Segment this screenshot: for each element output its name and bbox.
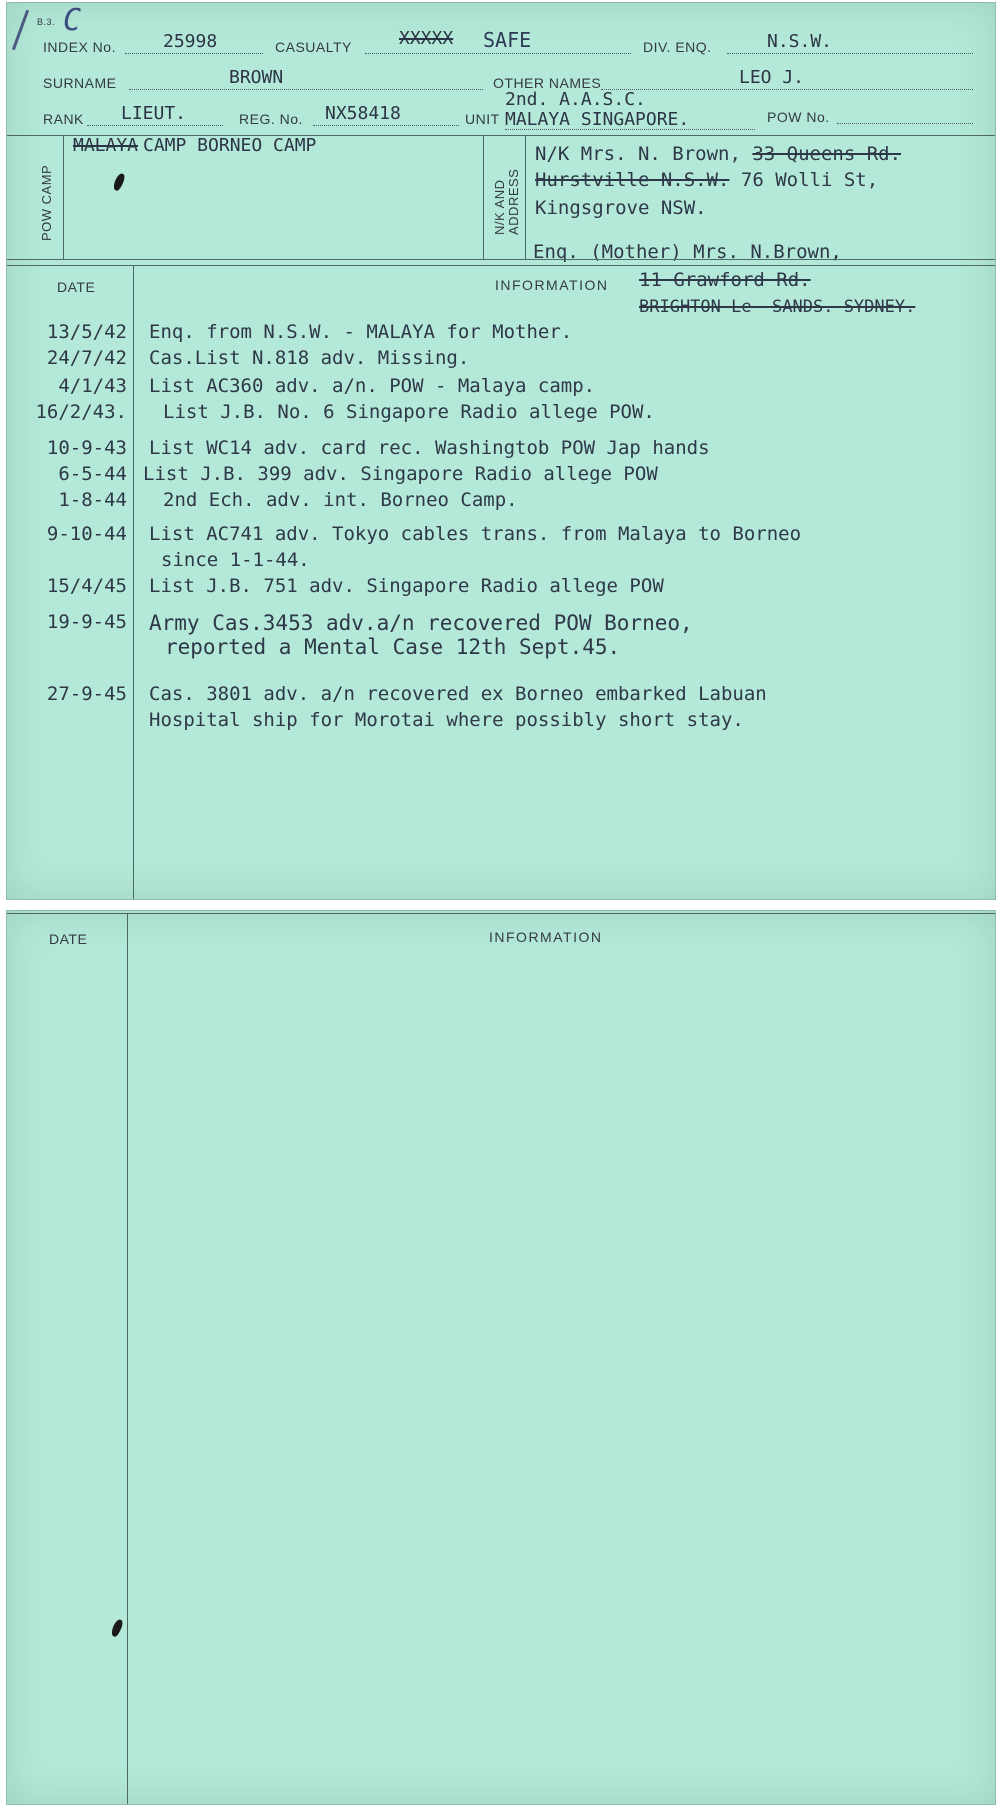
entry-text: List AC360 adv. a/n. POW - Malaya camp. [149, 375, 596, 397]
div-enq-label: DIV. ENQ. [643, 39, 712, 55]
nk-line2-struck: Hurstville N.S.W. [535, 169, 730, 191]
index-dotted-line [125, 53, 263, 54]
date-column-divider [133, 265, 134, 899]
pow-no-label: POW No. [767, 109, 830, 125]
unit-line-2: MALAYA SINGAPORE. [505, 109, 690, 130]
entry-text: List WC14 adv. card rec. Washingtob POW Jap hands [149, 437, 710, 459]
surname-value: BROWN [229, 67, 284, 88]
entry-text: List J.B. 399 adv. Singapore Radio allege POW [143, 463, 658, 485]
rank-dotted-line [87, 125, 223, 126]
entry-text: List J.B. No. 6 Singapore Radio allege POW. [163, 401, 655, 423]
unit-label: UNIT [465, 111, 500, 127]
date-header: DATE [57, 279, 96, 295]
back-ink-mark-icon [110, 1618, 125, 1638]
pow-no-dotted-line [837, 123, 973, 124]
ink-mark-icon [112, 172, 127, 192]
entry-date: 24/7/42 [46, 347, 127, 369]
enq-mother-line-2-struck: 11 Grawford Rd. [639, 269, 811, 291]
entry-text: Hospital ship for Morotai where possibly short stay. [149, 709, 744, 731]
form-code: B.3. [37, 17, 56, 27]
casualty-label: CASUALTY [275, 39, 352, 55]
reg-no-dotted-line [313, 125, 459, 126]
pen-stroke-icon [12, 10, 29, 50]
nk-address-line-1 [535, 143, 901, 165]
back-top-rule [7, 913, 995, 914]
div-enq-value: N.S.W. [767, 31, 833, 52]
enq-mother-line-3-struck: BRIGHTON-Le- SANDS. SYDNEY. [639, 297, 916, 317]
nk-address-line-3: Kingsgrove NSW. [535, 197, 707, 219]
unit-line-1: 2nd. A.A.S.C. [505, 89, 646, 110]
casualty-dotted-line [365, 53, 631, 54]
pow-camp-struck: MALAYA [73, 135, 139, 156]
casualty-struck-value: XXXXX [399, 28, 454, 49]
entry-text: Cas. 3801 adv. a/n recovered ex Borneo embarked Labuan [149, 683, 767, 705]
entry-date: 27-9-45 [46, 683, 127, 705]
entry-text: reported a Mental Case 12th Sept.45. [165, 635, 621, 659]
address-divider-left [483, 135, 484, 259]
rank-value: LIEUT. [121, 103, 187, 124]
entry-date: 15/4/45 [46, 575, 127, 597]
unit-dotted-line [505, 129, 755, 130]
enq-mother-line-1: Enq. (Mother) Mrs. N.Brown, [533, 241, 842, 263]
surname-label: SURNAME [43, 75, 117, 91]
div-enq-dotted-line [727, 53, 973, 54]
nk-line2-text: 76 Wolli St, [729, 169, 879, 191]
entry-text: Enq. from N.S.W. - MALAYA for Mother. [149, 321, 573, 343]
entry-date: 19-9-45 [46, 611, 127, 633]
entry-date: 1-8-44 [58, 489, 127, 511]
entry-text: since 1-1-44. [161, 549, 310, 571]
entry-date: 9-10-44 [46, 523, 127, 545]
entry-date: 6-5-44 [58, 463, 127, 485]
box-bottom-rule-2 [7, 265, 995, 266]
back-information-header: INFORMATION [489, 929, 603, 945]
entry-date: 16/2/43. [35, 401, 127, 423]
reg-no-value: NX58418 [325, 103, 401, 124]
nk-line1-text: N/K Mrs. N. Brown, [535, 143, 753, 165]
entry-text: Cas.List N.818 adv. Missing. [149, 347, 470, 369]
rank-label: RANK [43, 111, 84, 127]
other-names-label: OTHER NAMES [493, 75, 602, 91]
index-label: INDEX No. [43, 39, 116, 55]
pow-camp-label: POW CAMP [39, 164, 54, 241]
nk-address-line-2 [535, 169, 878, 191]
entry-text: 2nd Ech. adv. int. Borneo Camp. [163, 489, 518, 511]
back-date-header: DATE [49, 931, 88, 947]
entry-date: 4/1/43 [58, 375, 127, 397]
casualty-value: SAFE [483, 28, 532, 52]
other-names-value: LEO J. [739, 67, 805, 88]
entry-date: 10-9-43 [46, 437, 127, 459]
box-bottom-rule [7, 259, 995, 260]
entry-text: Army Cas.3453 adv.a/n recovered POW Borneo, [149, 611, 693, 635]
entry-date: 13/5/42 [46, 321, 127, 343]
record-card-front [6, 2, 996, 900]
other-names-dotted-line [601, 89, 973, 90]
reg-no-label: REG. No. [239, 111, 303, 127]
back-date-column-divider [127, 913, 128, 1804]
index-value: 25998 [163, 31, 218, 52]
corner-handwriting: C [63, 3, 82, 38]
pow-camp-value: CAMP BORNEO CAMP [143, 135, 317, 156]
pow-camp-divider [63, 135, 64, 259]
entry-text: List J.B. 751 adv. Singapore Radio allege POW [149, 575, 664, 597]
information-header: INFORMATION [495, 277, 609, 293]
surname-dotted-line [129, 89, 483, 90]
address-divider-right [525, 135, 526, 259]
record-card-back [6, 910, 996, 1805]
nk-address-label: N/K AND ADDRESS [492, 168, 521, 235]
entry-text: List AC741 adv. Tokyo cables trans. from Malaya to Borneo [149, 523, 802, 545]
nk-line1-struck: 33 Queens Rd. [752, 143, 902, 165]
